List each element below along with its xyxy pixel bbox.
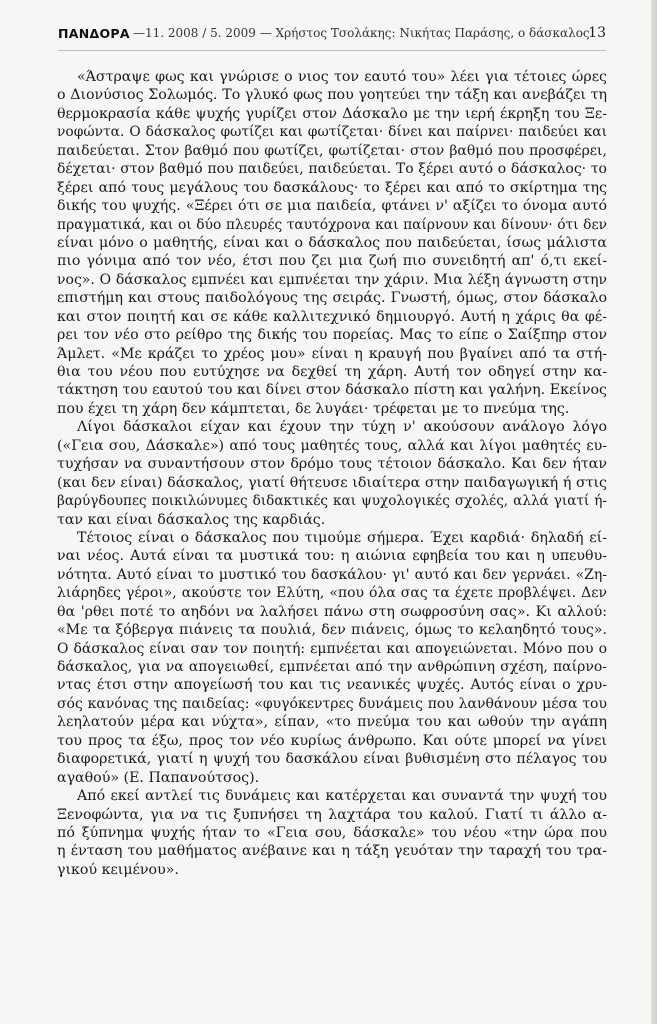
text-line: πό ξύπνημα ψυχής ήταν το «Γεια σου, δάσκαλε» του νέου «την ώρα που — [57, 824, 607, 841]
text-line: θα 'ρθει ποτέ το αηδόνι να λαλήσει πάνω στη σωφροσύνη σας». Κι αλλού: — [57, 603, 607, 620]
text-line: ρει τον νέο στο ρείθρο της δικής του πορείας. Μας το είπε ο Σαίξπηρ στον — [57, 327, 607, 344]
text-line: πιο γόνιμα από τον νέο, έτσι που ζει μια ζωή πιο συνειδητή απ' ό,τι εκεί- — [57, 253, 607, 270]
text-line: τυχήσαν να συναντήσουν στον δρόμο τους τέτοιον δάσκαλο. Και δεν ήταν — [57, 456, 607, 473]
text-line: νότητα. Αυτό είναι το μυστικό του δασκάλου· γι' αυτό και δεν γερνάει. «Ζη- — [57, 566, 607, 583]
text-line: και στον ποιητή και σε κάθε καλλιτεχνικό δημιουργό. Αυτή η χάρις θα φέ- — [57, 308, 607, 325]
text-line: (και δεν είναι) δάσκαλος, γιατί θήτευσε ιδιαίτερα στην παιδαγωγική ή στις — [57, 474, 607, 491]
text-line: Άμλετ. «Με κράζει το χρέος μου» είναι η κραυγή που βγαίνει από τα στή- — [57, 345, 607, 362]
text-line: που έχει τη χάρη δεν κάμπτεται, δε λυγάει· τρέφεται με το πνεύμα της. — [57, 400, 570, 417]
text-line: παιδεύεται. Στον βαθμό που φωτίζει, φωτίζεται· στον βαθμό που προσφέρει, — [57, 142, 607, 159]
text-line: η ένταση του μαθήματος ανέβαινε και η τάξη γευόταν την ταραχή του τρα- — [57, 843, 607, 860]
text-line: επιστήμη και στους παιδολόγους της σειράς. Γνωστή, όμως, στον δάσκαλο — [57, 290, 607, 307]
text-line: θια του νέου που ευτύχησε να δεχθεί τη χάρη. Αυτή τον οδηγεί στην κα- — [57, 364, 607, 380]
text-line: ναι νέος. Αυτά είναι τα μυστικά του: η αιώνια εφηβεία του και η υπευθυ- — [57, 548, 607, 565]
running-title: —11. 2008 / 5. 2009 — Χρήστος Τσολάκης: Νικήτας Παράσης, ο δάσκαλος — [133, 26, 590, 40]
text-line: Από εκεί αντλεί τις δυνάμεις και κατέρχεται και συναντά την ψυχή του — [77, 788, 607, 805]
text-line: λιάρηδες γέροι», ακούστε τον Ελύτη, «που όλα σας τα έχετε προβλέψει. Δεν — [57, 585, 607, 602]
text-line: αγαθού» (Ε. Παπανούτσος). — [57, 769, 260, 786]
text-line: ντας έτσι στην απογείωσή του και τις νεανικές ψυχές. Αυτός είναι ο χρυ- — [57, 677, 607, 694]
text-line: ξέρει από τους μεγάλους του δασκάλους· το ξέρει και από το σκίρτημα της — [57, 179, 607, 196]
text-line: σός κανόνας της παιδείας: «φυγόκεντρες δυνάμεις που λανθάνουν μέσα του — [57, 695, 607, 712]
magazine-logo: ΠΑΝΔΟΡΑ — [58, 26, 130, 41]
text-line: τάκτηση του εαυτού του και δίνει στον δάσκαλο πίστη και γαλήνη. Εκείνος — [57, 382, 607, 399]
text-line: ταν και είναι δάσκαλος της καρδιάς. — [57, 511, 326, 528]
text-line: λεηλατούν μέρα και νύχτα», είπαν, «το πνεύμα του και ωθούν την αγάπη — [57, 714, 607, 731]
text-line: δικής του ψυχής. «Ξέρει ότι σε μια παιδεία, φτάνει ν' αξίζει το όνομα αυτό — [57, 198, 607, 215]
text-line: διαφορετικά, γιατί η ψυχή του δασκάλου είναι βυθισμένη στο πέλαγος του — [57, 751, 607, 768]
text-line: θερμοκρασία κάθε ψυχής γυρίζει στον Δάσκαλο με την ιερή έκρηξη του Ξε- — [57, 105, 607, 122]
text-line: Τέτοιος είναι ο δάσκαλος που τιμούμε σήμερα. Έχει καρδιά· δηλαδή εί- — [77, 529, 607, 546]
text-line: πραγματικά, και οι δύο πλευρές ταυτόχρονα και παίρνουν και δίνουν· ότι δεν — [57, 216, 607, 233]
text-line: του προς τα έξω, προς τον νέο κυρίως άνθρωπο. Και ούτε μπορεί να γίνει — [57, 732, 607, 749]
running-header — [58, 22, 606, 46]
article-body — [57, 68, 607, 879]
page-number: 13 — [588, 25, 606, 41]
text-line: νοφώντα. Ο δάσκαλος φωτίζει και φωτίζεται· δίνει και παίρνει· παιδεύει και — [57, 124, 607, 141]
text-line: γικού κειμένου». — [57, 861, 179, 878]
text-line: «Με τα ξόβεργα πιάνεις τα πουλιά, δεν πιάνεις, όμως το κελαηδητό τους». — [57, 622, 607, 639]
text-line: είναι μόνο ο μαθητής, είναι και ο δάσκαλος που παιδεύεται, ίσως μάλιστα — [57, 234, 607, 251]
text-line: νος». Ο δάσκαλος εμπνέει και εμπνέεται την χάριν. Μια λέξη άγνωστη στην — [57, 271, 607, 288]
text-line: Ο δάσκαλος είναι σαν τον ποιητή: εμπνέεται και απογειώνεται. Μόνο που ο — [57, 640, 607, 657]
text-line: βαρύγδουπες ποικιλώνυμες διδακτικές και ψυχολογικές σχολές, αλλά γιατί ή- — [57, 493, 607, 510]
text-line: Λίγοι δάσκαλοι είχαν και έχουν την τύχη ν' ακούσουν ανάλογο λόγο — [77, 419, 607, 436]
text-line: «Άστραψε φως και γνώρισε ο νιος τον εαυτό του» λέει για τέτοιες ώρες — [77, 69, 607, 85]
page-edge — [651, 0, 657, 1024]
text-line: δάσκαλος, για να απογειωθεί, εμπνέεται από την ανθρώπινη σχέση, παίρνο- — [57, 659, 607, 675]
text-line: («Γεια σου, Δάσκαλε») από τους μαθητές τους, αλλά και λίγοι μαθητές ευ- — [57, 437, 607, 454]
text-line: Ξενοφώντα, για να τις ξυπνήσει τη λαχτάρα του καλού. Γιατί τι άλλο α- — [57, 806, 607, 823]
text-line: ο Διονύσιος Σολωμός. Το γλυκό φως που γοητεύει την τάξη και ανεβάζει τη — [57, 87, 607, 104]
header-rule — [58, 50, 606, 51]
text-line: δέχεται· στον βαθμό που παιδεύει, παιδεύεται. Το ξέρει αυτό ο δάσκαλος· το — [57, 161, 607, 178]
